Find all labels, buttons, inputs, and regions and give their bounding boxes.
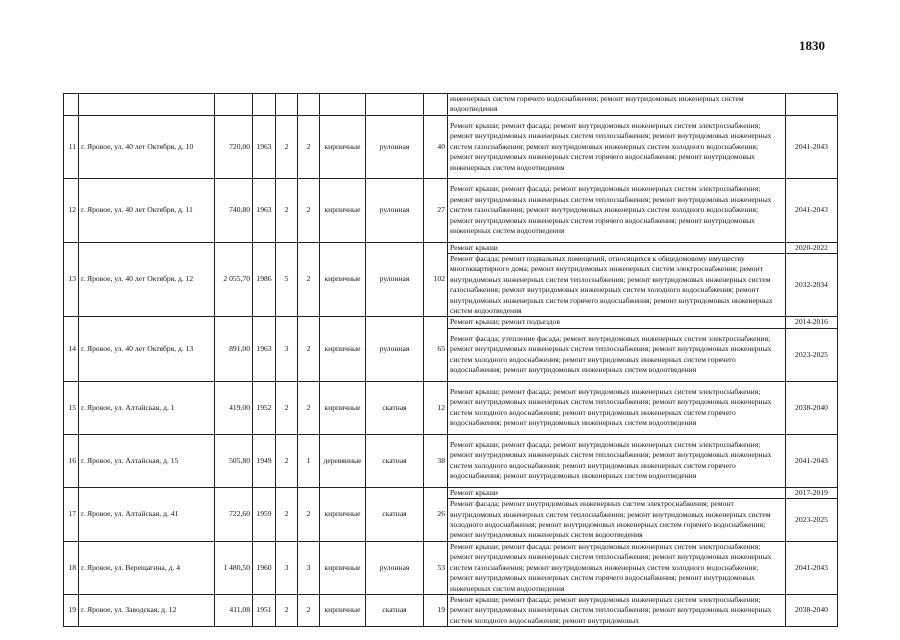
cell-year: 1963 (253, 179, 276, 242)
cell-roof: скатная (366, 434, 424, 487)
cell-residents: 19 (424, 594, 448, 626)
cell-address: г. Яровое, ул. Алтайская, д. 41 (79, 487, 215, 541)
cell-num: 17 (64, 487, 79, 541)
cell-works: Ремонт фасада; ремонт внутридомовых инженерных систем электроснабжения; ремонт внутридомовых инженерных систем теплоснабжения; ремонт внутридомовых инженерных систем холодного водоснабжения; ремонт внутридомовых инженерных систем горячего водоснабжения; ремонт внутридомовых инженерных систем водоотведения (448, 499, 786, 542)
cell-num (64, 94, 79, 116)
cell-works: Ремонт крыши; ремонт фасада; ремонт внутридомовых инженерных систем электроснабжения; ремонт внутридомовых инженерных систем теплоснабжения; ремонт внутридомовых инженерных систем газоснабжения; ремонт внутридомовых инженерных систем холодного водоснабжения; ремонт внутридомовых инженерных систем горячего водоснабжения; ремонт внутридомовых инженерных систем водоотведения (448, 115, 786, 178)
cell-period: 2014-2016 (786, 317, 838, 328)
cell-entrances: 2 (298, 242, 320, 317)
cell-num: 19 (64, 594, 79, 626)
cell-address: г. Яровое, ул. 40 лет Октября, д. 12 (79, 242, 215, 317)
cell-num: 15 (64, 381, 79, 434)
cell-year: 1959 (253, 487, 276, 541)
table-row (64, 594, 838, 626)
cell-entrances: 2 (298, 381, 320, 434)
cell-num: 12 (64, 179, 79, 242)
cell-works: Ремонт крыши; ремонт подъездов (448, 317, 786, 328)
cell-area: 740,80 (215, 179, 253, 242)
cell-works: Ремонт крыши; ремонт фасада; ремонт внутридомовых инженерных систем электроснабжения; ремонт внутридомовых инженерных систем теплоснабжения; ремонт внутридомовых инженерных систем газоснабжения; ремонт внутридомовых инженерных систем холодного водоснабжения; ремонт внутридомовых инженерных систем горячего водоснабжения; ремонт внутридомовых инженерных систем водоотведения (448, 541, 786, 594)
cell-walls: кирпичные (320, 115, 366, 178)
cell-works: Ремонт крыши; ремонт фасада; ремонт внутридомовых инженерных систем электроснабжения; ремонт внутридомовых инженерных систем теплоснабжения; ремонт внутридомовых инженерных систем холодного водоснабжения; ремонт внутридомовых инженерных систем горячего водоснабжения; ремонт внутридомовых инженерных систем водоотведения (448, 434, 786, 487)
cell-year: 1963 (253, 317, 276, 381)
page-number: 1830 (799, 38, 825, 53)
cell-roof (366, 94, 424, 116)
cell-residents: 27 (424, 179, 448, 242)
cell-entrances (298, 94, 320, 116)
cell-walls: кирпичные (320, 242, 366, 317)
table-row (64, 242, 838, 253)
cell-floors: 3 (276, 317, 298, 381)
cell-area: 720,00 (215, 115, 253, 178)
cell-works: Ремонт фасада; утепление фасада; ремонт внутридомовых инженерных систем электроснабжения; ремонт внутридомовых инженерных систем теплоснабжения; ремонт внутридомовых инженерных систем холодного водоснабжения; ремонт внутридомовых инженерных систем горячего водоснабжения; ремонт внутридомовых инженерных систем водоотведения (448, 328, 786, 381)
cell-floors: 2 (276, 179, 298, 242)
cell-address: г. Яровое, ул. 40 лет Октября, д. 13 (79, 317, 215, 381)
cell-walls: кирпичные (320, 594, 366, 626)
cell-roof: скатная (366, 381, 424, 434)
cell-works: Ремонт фасада; ремонт подвальных помещений, относящихся к общедомовому имуществу многоквартирного дома; ремонт внутридомовых инженерных систем электроснабжения; ремонт внутридомовых инженерных систем теплоснабжения; ремонт внутридомовых инженерных систем газоснабжения; ремонт внутридомовых инженерных систем холодного водоснабжения; ремонт внутридомовых инженерных систем горячего водоснабжения; ремонт внутридомовых инженерных систем водоотведения (448, 254, 786, 317)
cell-period: 2038-2040 (786, 381, 838, 434)
cell-works: Ремонт крыши (448, 487, 786, 498)
cell-residents: 38 (424, 434, 448, 487)
table-row (64, 434, 838, 487)
cell-period: 2041-2043 (786, 115, 838, 178)
cell-year: 1963 (253, 115, 276, 178)
cell-period: 2020-2022 (786, 242, 838, 253)
cell-floors: 5 (276, 242, 298, 317)
cell-period: 2038-2040 (786, 594, 838, 626)
cell-year: 1951 (253, 594, 276, 626)
cell-area: 411,08 (215, 594, 253, 626)
cell-floors: 2 (276, 434, 298, 487)
cell-entrances: 2 (298, 179, 320, 242)
cell-num: 13 (64, 242, 79, 317)
cell-roof: рулонная (366, 317, 424, 381)
cell-address: г. Яровое, ул. 40 лет Октября, д. 11 (79, 179, 215, 242)
cell-works: Ремонт крыши; ремонт фасада; ремонт внутридомовых инженерных систем электроснабжения; ремонт внутридомовых инженерных систем теплоснабжения; ремонт внутридомовых инженерных систем холодного водоснабжения; ремонт внутридомовых (448, 594, 786, 626)
cell-residents: 26 (424, 487, 448, 541)
cell-num: 11 (64, 115, 79, 178)
cell-walls: кирпичные (320, 487, 366, 541)
cell-works: инженерных систем горячего водоснабжения; ремонт внутридомовых инженерных систем водоотведения (448, 94, 786, 116)
cell-year: 1960 (253, 541, 276, 594)
cell-walls: кирпичные (320, 317, 366, 381)
cell-year: 1986 (253, 242, 276, 317)
cell-period: 2041-2043 (786, 434, 838, 487)
cell-entrances: 2 (298, 487, 320, 541)
table-row (64, 115, 838, 178)
cell-walls (320, 94, 366, 116)
cell-walls: кирпичные (320, 179, 366, 242)
cell-works: Ремонт крыши (448, 242, 786, 253)
continuation-row (64, 94, 838, 116)
cell-area (215, 94, 253, 116)
cell-entrances: 3 (298, 541, 320, 594)
cell-period: 2023-2025 (786, 328, 838, 381)
cell-residents (424, 94, 448, 116)
table-row (64, 487, 838, 498)
cell-residents: 40 (424, 115, 448, 178)
cell-year (253, 94, 276, 116)
cell-entrances: 2 (298, 594, 320, 626)
cell-walls: деревянные (320, 434, 366, 487)
cell-floors: 2 (276, 115, 298, 178)
cell-year: 1949 (253, 434, 276, 487)
cell-area: 505,80 (215, 434, 253, 487)
cell-address: г. Яровое, ул. Заводская, д. 12 (79, 594, 215, 626)
cell-entrances: 1 (298, 434, 320, 487)
table-row (64, 317, 838, 328)
cell-walls: кирпичные (320, 541, 366, 594)
cell-roof: скатная (366, 594, 424, 626)
table-row (64, 179, 838, 242)
cell-area: 1 480,50 (215, 541, 253, 594)
cell-roof: рулонная (366, 179, 424, 242)
cell-period (786, 94, 838, 116)
cell-address: г. Яровое, ул. Алтайская, д. 1 (79, 381, 215, 434)
cell-period: 2041-2043 (786, 541, 838, 594)
cell-residents: 102 (424, 242, 448, 317)
cell-address: г. Яровое, ул. 40 лет Октября, д. 10 (79, 115, 215, 178)
cell-num: 14 (64, 317, 79, 381)
cell-floors: 2 (276, 381, 298, 434)
cell-roof: рулонная (366, 115, 424, 178)
cell-walls: кирпичные (320, 381, 366, 434)
cell-period: 2032-2034 (786, 254, 838, 317)
table-row (64, 541, 838, 594)
cell-year: 1952 (253, 381, 276, 434)
cell-floors: 2 (276, 594, 298, 626)
table-row (64, 381, 838, 434)
cell-period: 2023-2025 (786, 499, 838, 542)
cell-address: г. Яровое, ул. Алтайская, д. 15 (79, 434, 215, 487)
cell-entrances: 2 (298, 115, 320, 178)
cell-area: 419,00 (215, 381, 253, 434)
cell-address: г. Яровое, ул. Верещагина, д. 4 (79, 541, 215, 594)
housing-repair-table (63, 93, 838, 627)
cell-address (79, 94, 215, 116)
cell-period: 2041-2043 (786, 179, 838, 242)
cell-roof: рулонная (366, 541, 424, 594)
cell-area: 722,60 (215, 487, 253, 541)
cell-area: 2 055,70 (215, 242, 253, 317)
cell-residents: 65 (424, 317, 448, 381)
cell-num: 18 (64, 541, 79, 594)
cell-num: 16 (64, 434, 79, 487)
cell-floors (276, 94, 298, 116)
cell-floors: 3 (276, 541, 298, 594)
cell-works: Ремонт крыши; ремонт фасада; ремонт внутридомовых инженерных систем электроснабжения; ремонт внутридомовых инженерных систем теплоснабжения; ремонт внутридомовых инженерных систем холодного водоснабжения; ремонт внутридомовых инженерных систем горячего водоснабжения; ремонт внутридомовых инженерных систем водоотведения (448, 381, 786, 434)
cell-roof: рулонная (366, 242, 424, 317)
cell-works: Ремонт крыши; ремонт фасада; ремонт внутридомовых инженерных систем электроснабжения; ремонт внутридомовых инженерных систем теплоснабжения; ремонт внутридомовых инженерных систем газоснабжения; ремонт внутридомовых инженерных систем холодного водоснабжения; ремонт внутридомовых инженерных систем горячего водоснабжения; ремонт внутридомовых инженерных систем водоотведения (448, 179, 786, 242)
cell-roof: скатная (366, 487, 424, 541)
cell-period: 2017-2019 (786, 487, 838, 498)
cell-floors: 2 (276, 487, 298, 541)
cell-area: 891,00 (215, 317, 253, 381)
cell-entrances: 2 (298, 317, 320, 381)
cell-residents: 53 (424, 541, 448, 594)
cell-residents: 12 (424, 381, 448, 434)
